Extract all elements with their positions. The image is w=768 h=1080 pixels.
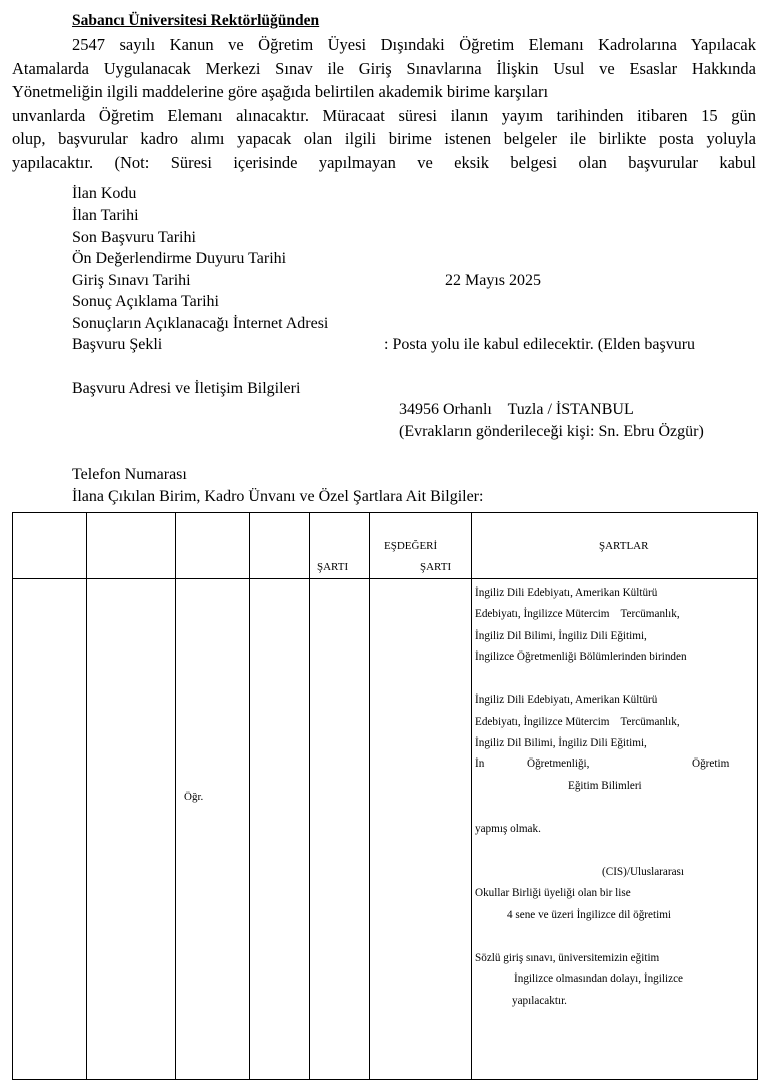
header-cell [310, 513, 370, 579]
condition-line: Eğitim Bilimleri [568, 780, 642, 792]
field-basvuru-sekli: Başvuru Şekli [72, 336, 163, 353]
condition-line: yapmış olmak. [475, 823, 541, 835]
condition-line: İngiliz Dil Bilimi, İngiliz Dili Eğitimi, [475, 630, 647, 642]
table-cell [250, 579, 310, 1080]
condition-line: İngiliz Dili Edebiyatı, Amerikan Kültürü [475, 587, 658, 599]
header-cell [250, 513, 310, 579]
condition-line: yapılacaktır. [512, 995, 567, 1007]
condition-line: (CIS)/Uluslararası [602, 866, 685, 878]
condition-line: İn [475, 758, 485, 770]
positions-table [12, 512, 758, 1080]
page-title: Sabancı Üniversitesi Rektörlüğünden [72, 12, 320, 29]
intro-line: Yönetmeliğin ilgili maddelerine göre aşağıda belirtilen akademik birime karşıları [12, 82, 549, 102]
header-sarti: ŞARTI [317, 561, 349, 573]
table-cell [87, 579, 176, 1080]
intro-line: yapılacaktır. (Not: Süresi içerisinde yapılmayan ve eksik belgesi olan başvurular kabul [12, 152, 756, 172]
header-cell [472, 513, 758, 579]
field-basvuru-adresi: Başvuru Adresi ve İletişim Bilgileri [72, 380, 301, 397]
table-row [13, 579, 758, 1080]
condition-line: Öğretim [692, 758, 730, 770]
intro-line: 2547 sayılı Kanun ve Öğretim Üyesi Dışındaki Öğretim Elemanı Kadrolarına Yapılacak [72, 35, 756, 54]
table-header-row [13, 513, 758, 579]
header-cell [13, 513, 87, 579]
header-cell [370, 513, 472, 579]
giris-sinavi-value: 22 Mayıs 2025 [445, 272, 541, 289]
condition-line: Okullar Birliği üyeliği olan bir lise [475, 887, 631, 899]
table-cell [13, 579, 87, 1080]
header-cell [176, 513, 250, 579]
condition-line: İngilizce olmasından dolayı, İngilizce [514, 973, 683, 985]
header-esdegeri-sarti: ŞARTI [420, 561, 452, 573]
header-esdegeri: EŞDEĞERİ [384, 540, 438, 552]
header-cell [87, 513, 176, 579]
field-ilan-tarihi: İlan Tarihi [72, 207, 139, 224]
basvuru-sekli-value: : Posta yolu ile kabul edilecektir. (Elden başvuru [384, 336, 696, 353]
kadro-label: Öğr. [184, 791, 204, 803]
conditions-cell [472, 579, 758, 1080]
condition-line: Edebiyatı, İngilizce Mütercim Tercümanlık, [475, 716, 680, 728]
condition-line: İngiliz Dil Bilimi, İngiliz Dili Eğitimi, [475, 737, 647, 749]
field-ilan-kodu: İlan Kodu [72, 185, 137, 202]
field-telefon: Telefon Numarası [72, 466, 187, 483]
intro-paragraph [12, 33, 756, 175]
condition-line: İngilizce Öğretmenliği Bölümlerinden birinden [475, 651, 687, 663]
condition-line: Öğretmenliği, [527, 758, 590, 770]
adres-line: 34956 Orhanlı Tuzla / İSTANBUL [399, 401, 634, 418]
condition-line: İngiliz Dili Edebiyatı, Amerikan Kültürü [475, 694, 658, 706]
intro-line: unvanlarda Öğretim Elemanı alınacaktır. Müracaat süresi ilanın yayım tarihinden itibaren 15 gün [12, 105, 756, 125]
condition-line: Edebiyatı, İngilizce Mütercim Tercümanlık, [475, 608, 680, 620]
adres-contact: (Evrakların gönderileceği kişi: Sn. Ebru Özgür) [399, 423, 704, 440]
condition-line: Sözlü giriş sınavı, üniversitemizin eğitim [475, 952, 660, 964]
table-cell [370, 579, 472, 1080]
intro-line: Atamalarda Uygulanacak Merkezi Sınav ile Giriş Sınavlarına İlişkin Usul ve Esaslar Hakkında [12, 58, 756, 78]
header-sartlar: ŞARTLAR [599, 540, 649, 552]
condition-line: 4 sene ve üzeri İngilizce dil öğretimi [507, 909, 672, 921]
field-giris-sinavi: Giriş Sınavı Tarihi [72, 272, 191, 289]
intro-line: olup, başvurular kadro alımı yapacak olan ilgili birime istenen belgeler ile birlikte posta yoluyla [12, 129, 756, 149]
field-on-degerlendirme: Ön Değerlendirme Duyuru Tarihi [72, 250, 287, 267]
field-sonuc-adres: Sonuçların Açıklanacağı İnternet Adresi [72, 315, 329, 332]
field-birim-bilgileri: İlana Çıkılan Birim, Kadro Ünvanı ve Özel Şartlara Ait Bilgiler: [72, 488, 484, 505]
field-son-basvuru: Son Başvuru Tarihi [72, 229, 196, 246]
table-cell [310, 579, 370, 1080]
field-sonuc-aciklama: Sonuç Açıklama Tarihi [72, 293, 219, 310]
table-cell [176, 579, 250, 1080]
